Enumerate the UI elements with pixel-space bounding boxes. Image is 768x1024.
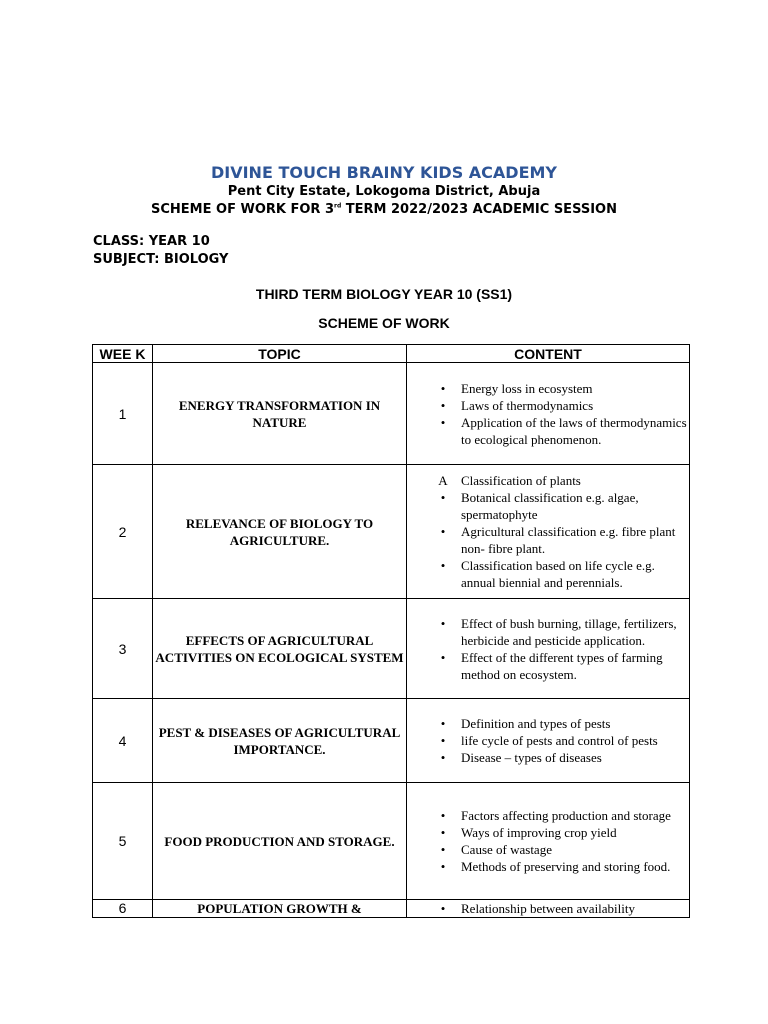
bullet-icon: • [440,397,446,413]
content-item [407,414,689,448]
table-row [93,783,690,900]
content-item [407,858,689,875]
content-item-text: life cycle of pests and control of pests [461,733,658,748]
content-cell [407,599,690,699]
content-item-text: Agricultural classification e.g. fibre plant non- fibre plant. [461,524,676,556]
bullet-icon: • [440,615,446,631]
content-item-text: Factors affecting production and storage [461,808,671,823]
content-cell [407,783,690,900]
content-cell [407,363,690,465]
content-item-text: Classification based on life cycle e.g. annual biennial and perennials. [461,558,655,590]
content-cell [407,699,690,783]
session-suffix: TERM 2022/2023 ACADEMIC SESSION [341,202,617,217]
session-ordinal-suffix: rd [334,202,342,210]
table-row [93,363,690,465]
content-item-text: Energy loss in ecosystem [461,380,593,396]
bullet-icon: • [440,524,446,539]
table-row [93,699,690,783]
bullet-icon: • [440,490,446,505]
bullet-icon: • [440,859,446,874]
content-cell [407,900,690,918]
bullet-icon: • [440,750,446,765]
content-item-text: Classification of plants [461,473,581,488]
class-line: CLASS: YEAR 10 [93,234,210,249]
school-address: Pent City Estate, Lokogoma District, Abuja [227,184,541,199]
week-cell: 2 [93,465,153,599]
content-item [407,380,689,397]
content-item [407,824,689,841]
content-item [407,841,689,858]
content-item [407,472,689,489]
list-letter-marker: A [438,473,448,488]
table-row [93,900,690,918]
week-cell: 3 [93,599,153,699]
content-item [407,649,689,683]
content-item [407,523,689,557]
topic-cell: RELEVANCE OF BIOLOGY TO AGRICULTURE. [153,465,407,599]
subject-line: SUBJECT: BIOLOGY [93,252,229,267]
bullet-icon: • [440,380,446,396]
content-item [407,732,689,749]
table-row [93,465,690,599]
topic-cell: EFFECTS OF AGRICULTURAL ACTIVITIES ON ECOLOGICAL SYSTEM [153,599,407,699]
content-cell [407,465,690,599]
session-heading [0,202,768,217]
content-item [407,900,689,917]
content-item [407,715,689,732]
week-cell: 1 [93,363,153,465]
bullet-icon: • [440,842,446,857]
table-row [93,599,690,699]
content-item [407,557,689,591]
term-title: THIRD TERM BIOLOGY YEAR 10 (SS1) [255,286,513,302]
week-cell: 6 [93,900,153,918]
bullet-icon: • [440,808,446,823]
scheme-title: SCHEME OF WORK [318,315,450,331]
bullet-icon: • [440,414,446,430]
content-item [407,489,689,523]
content-item [407,397,689,414]
content-item-text: Cause of wastage [461,842,552,857]
bullet-icon: • [440,716,446,731]
content-item [407,749,689,766]
content-item-text: Effect of the different types of farming method on ecosystem. [461,649,663,682]
content-item-text: Effect of bush burning, tillage, fertilizers, herbicide and pesticide application. [461,615,677,648]
content-item-text: Disease – types of diseases [461,750,602,765]
school-name: DIVINE TOUCH BRAINY KIDS ACADEMY [210,163,558,182]
topic-cell: PEST & DISEASES OF AGRICULTURAL IMPORTANCE. [153,699,407,783]
content-item-text: Relationship between availability [461,901,636,916]
content-header: CONTENT [407,345,690,363]
bullet-icon: • [440,901,446,916]
content-item-text: Application of the laws of thermodynamics to ecological phenomenon. [461,414,687,447]
bullet-icon: • [440,733,446,748]
week-cell: 5 [93,783,153,900]
bullet-icon: • [440,825,446,840]
topic-cell: POPULATION GROWTH & [153,900,407,918]
content-item-text: Definition and types of pests [461,716,611,731]
scheme-table [92,344,690,918]
topic-cell: ENERGY TRANSFORMATION IN NATURE [153,363,407,465]
content-item [407,615,689,649]
content-item [407,807,689,824]
topic-header: TOPIC [153,345,407,363]
content-item-text: Methods of preserving and storing food. [461,859,671,874]
content-item-text: Botanical classification e.g. algae, spermatophyte [461,490,639,522]
bullet-icon: • [440,649,446,665]
topic-cell: FOOD PRODUCTION AND STORAGE. [153,783,407,900]
bullet-icon: • [440,558,446,573]
content-item-text: Laws of thermodynamics [461,397,594,413]
session-prefix: SCHEME OF WORK FOR 3 [151,202,334,217]
week-cell: 4 [93,699,153,783]
content-item-text: Ways of improving crop yield [461,825,617,840]
week-header: WEE K [93,345,153,363]
table-header-row [93,345,690,363]
